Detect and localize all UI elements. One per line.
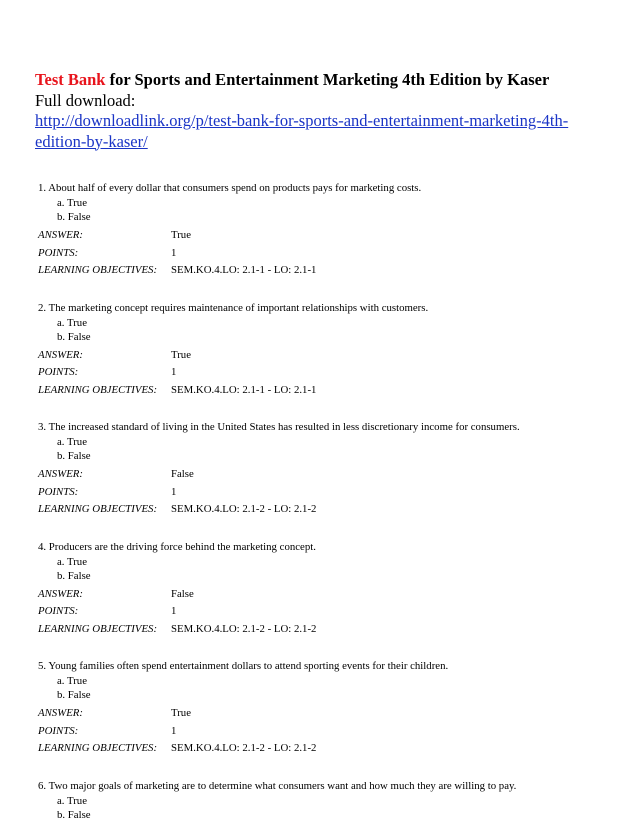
answer-row bbox=[38, 705, 618, 723]
objectives-label: LEARNING OBJECTIVES: bbox=[38, 622, 158, 635]
download-link-line1[interactable]: http://downloadlink.org/p/test-bank-for-sports-and-entertainment-marketing-4th- bbox=[35, 111, 569, 130]
question-4 bbox=[38, 540, 618, 660]
question-2 bbox=[38, 301, 618, 421]
points-label: POINTS: bbox=[38, 724, 79, 737]
objectives-value: SEM.KO.4.LO: 2.1-2 - LO: 2.1-2 bbox=[171, 503, 317, 515]
question-stem: 1. About half of every dollar that consumers spend on products pays for marketing costs. bbox=[38, 182, 422, 194]
points-value: 1 bbox=[171, 366, 177, 378]
document-header bbox=[35, 70, 605, 152]
objectives-value: SEM.KO.4.LO: 2.1-1 - LO: 2.1-1 bbox=[171, 383, 317, 396]
points-value: 1 bbox=[171, 246, 177, 259]
points-label: POINTS: bbox=[38, 246, 79, 259]
answer-row bbox=[38, 227, 618, 245]
option-a: a. True bbox=[57, 675, 87, 687]
download-link[interactable] bbox=[35, 111, 605, 132]
points-row bbox=[38, 245, 618, 263]
objectives-label: LEARNING OBJECTIVES: bbox=[38, 264, 158, 276]
objectives-row bbox=[38, 262, 618, 280]
option-b: b. False bbox=[57, 808, 91, 821]
answer-label: ANSWER: bbox=[38, 587, 83, 600]
title-rest: for Sports and Entertainment Marketing 4th Edition by Kaser bbox=[105, 70, 550, 89]
objectives-value: SEM.KO.4.LO: 2.1-2 - LO: 2.1-2 bbox=[171, 622, 317, 635]
option-b: b. False bbox=[57, 689, 91, 701]
question-5 bbox=[38, 659, 618, 779]
title-test-bank: Test Bank bbox=[35, 70, 106, 89]
answer-row bbox=[38, 586, 618, 604]
full-download-label: Full download: bbox=[35, 90, 136, 110]
download-link-line2[interactable]: edition-by-kaser/ bbox=[35, 131, 148, 151]
answer-label: ANSWER: bbox=[38, 348, 83, 361]
points-value: 1 bbox=[171, 485, 177, 498]
objectives-row bbox=[38, 501, 618, 519]
answer-label: ANSWER: bbox=[38, 468, 83, 480]
question-stem: 6. Two major goals of marketing are to determine what consumers want and how much they are willing to pay. bbox=[38, 779, 517, 792]
option-b: b. False bbox=[57, 450, 91, 462]
objectives-value: SEM.KO.4.LO: 2.1-2 - LO: 2.1-2 bbox=[171, 742, 317, 754]
answer-value: True bbox=[171, 229, 192, 241]
points-row bbox=[38, 723, 618, 741]
objectives-row bbox=[38, 740, 618, 758]
points-row bbox=[38, 364, 618, 382]
question-3 bbox=[38, 420, 618, 540]
question-6 bbox=[38, 779, 618, 822]
question-1 bbox=[38, 181, 618, 301]
answer-value: False bbox=[171, 468, 194, 480]
option-b: b. False bbox=[57, 211, 91, 223]
points-label: POINTS: bbox=[38, 485, 79, 498]
answer-value: True bbox=[171, 348, 192, 361]
answer-label: ANSWER: bbox=[38, 229, 83, 241]
option-a: a. True bbox=[57, 555, 87, 568]
objectives-label: LEARNING OBJECTIVES: bbox=[38, 383, 158, 396]
question-stem: 4. Producers are the driving force behind the marketing concept. bbox=[38, 540, 316, 553]
answer-value: True bbox=[171, 707, 192, 719]
points-label: POINTS: bbox=[38, 605, 79, 617]
points-row bbox=[38, 603, 618, 621]
points-row bbox=[38, 484, 618, 502]
points-value: 1 bbox=[171, 605, 177, 617]
option-a: a. True bbox=[57, 436, 87, 448]
option-a: a. True bbox=[57, 316, 87, 329]
answer-label: ANSWER: bbox=[38, 707, 83, 719]
answer-value: False bbox=[171, 587, 194, 600]
document-title bbox=[35, 70, 605, 91]
answer-row bbox=[38, 466, 618, 484]
question-list bbox=[38, 181, 618, 822]
question-stem: 3. The increased standard of living in the United States has resulted in less discretionary income for consumers. bbox=[38, 421, 520, 433]
objectives-row bbox=[38, 621, 618, 639]
question-stem: 5. Young families often spend entertainment dollars to attend sporting events for their children. bbox=[38, 660, 449, 672]
answer-row bbox=[38, 347, 618, 365]
question-stem: 2. The marketing concept requires maintenance of important relationships with customers. bbox=[38, 301, 429, 314]
points-value: 1 bbox=[171, 724, 177, 737]
option-a: a. True bbox=[57, 794, 87, 807]
option-b: b. False bbox=[57, 569, 91, 582]
objectives-label: LEARNING OBJECTIVES: bbox=[38, 742, 158, 754]
option-a: a. True bbox=[57, 197, 87, 209]
option-b: b. False bbox=[57, 330, 91, 343]
objectives-row bbox=[38, 382, 618, 400]
points-label: POINTS: bbox=[38, 366, 79, 378]
objectives-label: LEARNING OBJECTIVES: bbox=[38, 503, 158, 515]
objectives-value: SEM.KO.4.LO: 2.1-1 - LO: 2.1-1 bbox=[171, 264, 317, 276]
